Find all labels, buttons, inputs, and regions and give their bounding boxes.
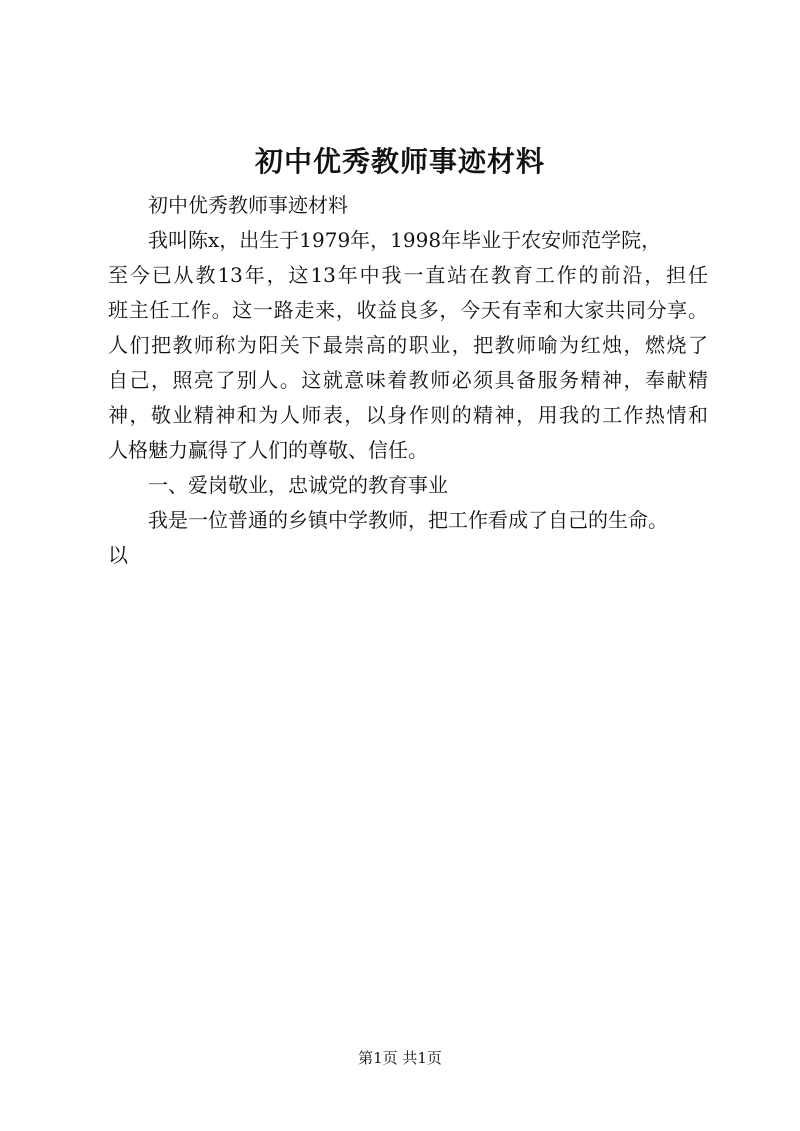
paragraph-line: 人格魅力赢得了人们的尊敬、信任。 <box>108 438 428 462</box>
paragraph-line: 至今已从教13年，这13年中我一直站在教育工作的前沿，担任 <box>108 263 708 287</box>
document-title: 初中优秀教师事迹材料 <box>254 145 545 178</box>
paragraph-line: 人们把教师称为阳关下最崇高的职业，把教师喻为红烛，燃烧了 <box>108 333 708 357</box>
subtitle-line: 初中优秀教师事迹材料 <box>148 193 348 217</box>
paragraph-line: 神，敬业精神和为人师表，以身作则的精神，用我的工作热情和 <box>108 403 708 427</box>
section-heading: 一、爱岗敬业，忠诚党的教育事业 <box>148 473 448 497</box>
paragraph-line: 我叫陈x，出生于1979年，1998年毕业于农安师范学院， <box>148 228 662 252</box>
paragraph-line: 自己，照亮了别人。这就意味着教师必须具备服务精神，奉献精 <box>108 368 708 392</box>
paragraph-line: 班主任工作。这一路走来，收益良多，今天有幸和大家共同分享。 <box>108 298 708 322</box>
paragraph-line: 我是一位普通的乡镇中学教师，把工作看成了自己的生命。 <box>148 508 668 532</box>
paragraph-line: 以 <box>108 543 128 567</box>
document-body <box>108 188 708 573</box>
page-number: 第1页 共1页 <box>358 1049 442 1067</box>
